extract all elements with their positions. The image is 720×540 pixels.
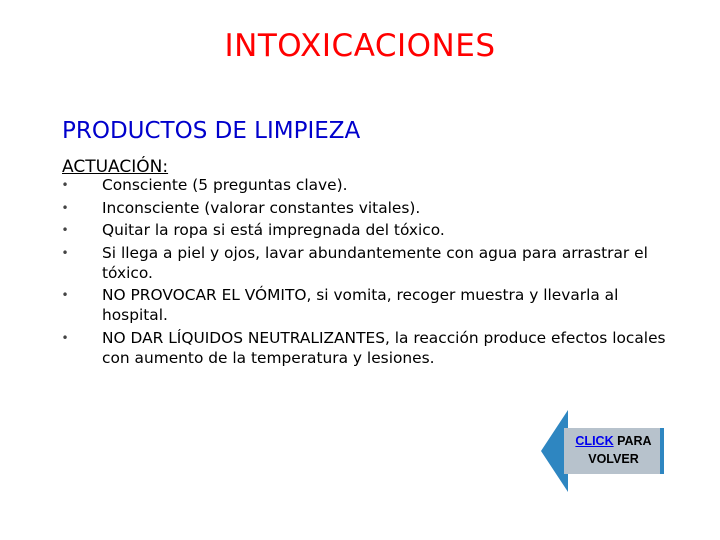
bullet-text: NO DAR LÍQUIDOS NEUTRALIZANTES, la reacción produce efectos locales con aumento de la temperatura y lesiones. [102,328,666,367]
bullet-text: Consciente (5 preguntas clave). [102,176,348,194]
bullet-text: Quitar la ropa si está impregnada del tóxico. [102,221,445,239]
slide-subtitle: PRODUCTOS DE LIMPIEZA [62,118,361,144]
bullet-item [60,243,680,283]
slide-title: INTOXICACIONES [224,28,496,64]
bullet-dot-icon: • [61,200,69,215]
bullet-text: NO PROVOCAR EL VÓMITO, si vomita, recoger muestra y llevarla al hospital. [102,286,619,324]
bullet-item [60,198,680,218]
bullet-dot-icon: • [61,288,69,302]
back-text-para: PARA [617,434,652,448]
bullet-dot-icon: • [61,330,69,345]
bullet-dot-icon: • [61,245,69,260]
bullet-list [60,175,680,370]
back-button-label[interactable] [563,432,664,468]
bullet-item [60,285,680,325]
bullet-item [60,175,680,195]
bullet-dot-icon: • [61,223,69,237]
bullet-item [60,328,680,368]
back-button[interactable] [541,410,666,492]
click-link[interactable]: CLICK [575,434,614,448]
bullet-item [60,220,680,240]
section-heading: ACTUACIÓN: [62,157,169,177]
back-text-volver: VOLVER [588,452,639,466]
bullet-text: Inconsciente (valorar constantes vitales). [102,198,421,217]
bullet-text: Si llega a piel y ojos, lavar abundantemente con agua para arrastrar el tóxico. [102,243,648,282]
bullet-dot-icon: • [61,178,69,192]
